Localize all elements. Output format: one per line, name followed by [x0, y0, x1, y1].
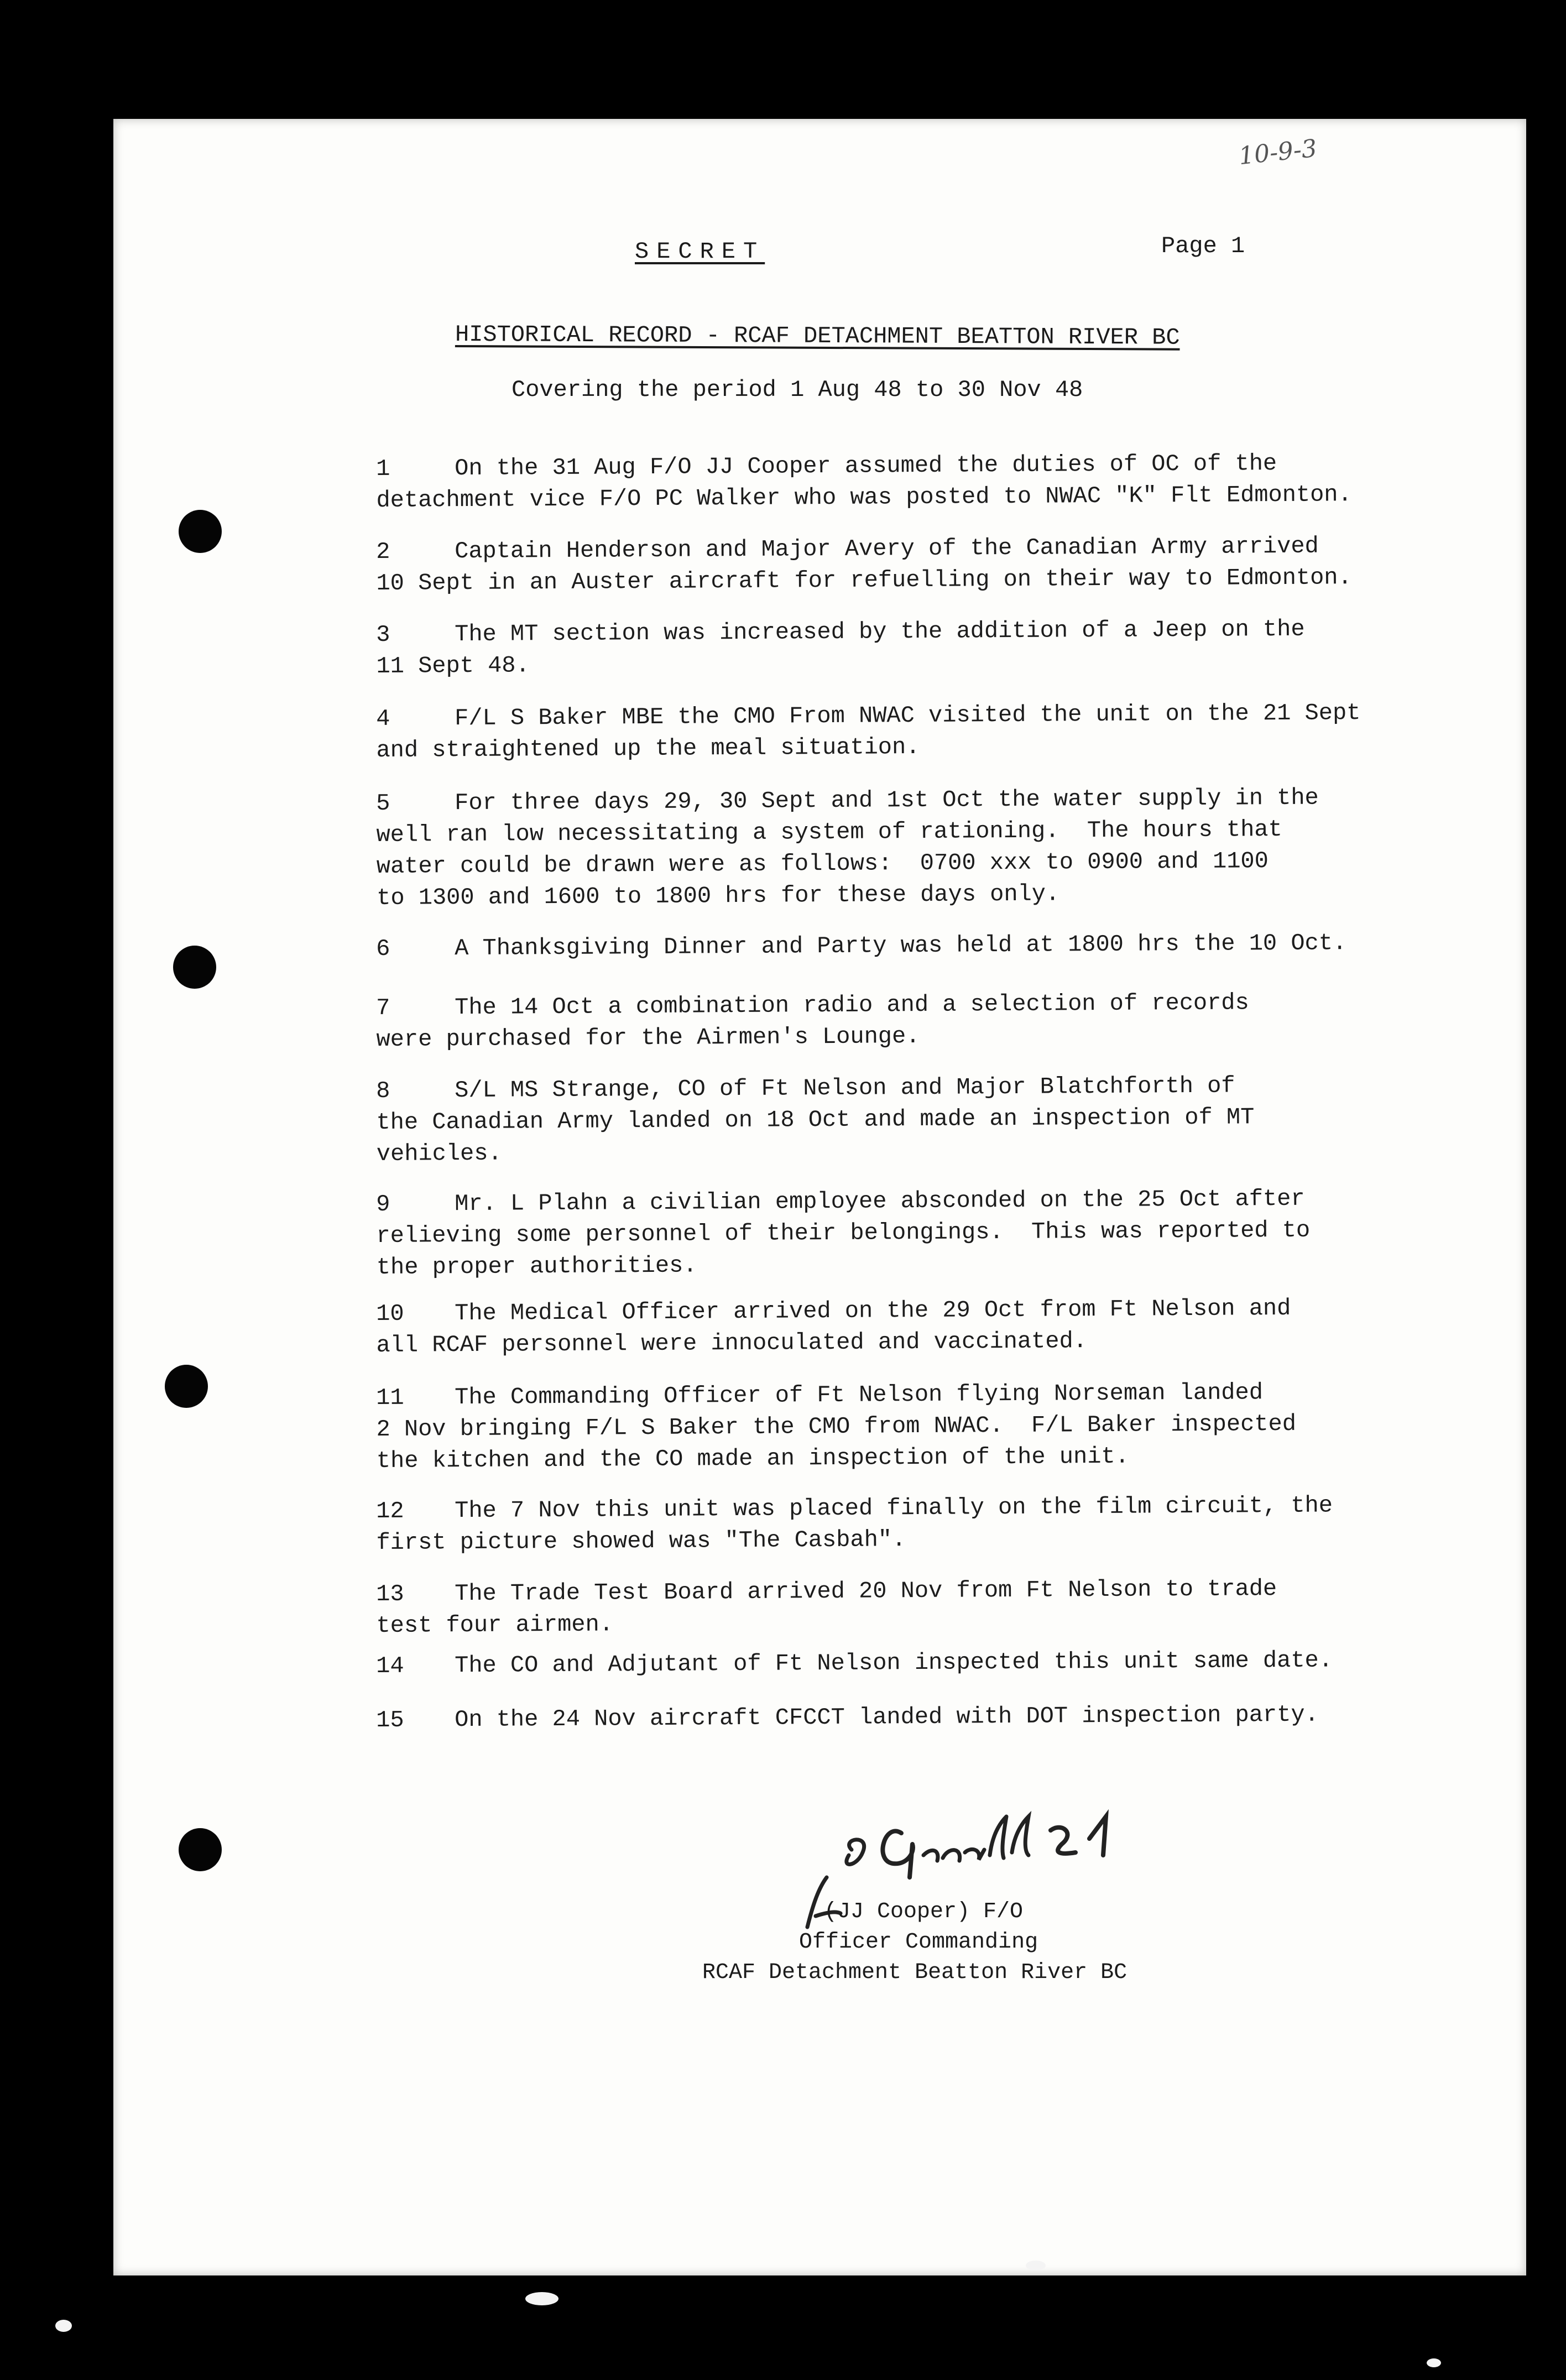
punch-hole [173, 946, 216, 989]
page-number: Page 1 [1161, 233, 1245, 259]
handwritten-reference: 10-9-3 [1237, 134, 1318, 171]
coverage-period: Covering the period 1 Aug 48 to 30 Nov 48 [511, 377, 1083, 403]
list-item [376, 447, 1383, 516]
paragraph-number: 11 [376, 1384, 404, 1411]
paragraph-number: 10 [376, 1300, 404, 1327]
paragraph-number: 12 [376, 1497, 404, 1525]
list-item [376, 1069, 1383, 1170]
list-item [376, 1699, 1382, 1736]
classification-heading: SECRET [635, 238, 765, 265]
list-item [376, 530, 1383, 599]
list-item [376, 782, 1383, 914]
punch-hole [179, 1828, 222, 1871]
list-item [376, 1292, 1383, 1361]
paragraph-number: 13 [376, 1580, 404, 1607]
paragraph-text: On the 31 Aug F/O JJ Cooper assumed the duties of OC of the detachment vice F/O PC Walker who was posted to NWAC "K" Flt Edmonton. [376, 450, 1352, 514]
list-item [376, 1183, 1383, 1283]
list-item [376, 1490, 1383, 1559]
paragraph-number: 1 [376, 455, 390, 482]
paragraph-number: 5 [376, 790, 390, 817]
paragraph-text: On the 24 Nov aircraft CFCCT landed with DOT inspection party. [455, 1701, 1319, 1734]
paragraph-number: 14 [376, 1652, 404, 1679]
paragraph-number: 4 [376, 705, 390, 732]
paragraph-text: The MT section was increased by the addition of a Jeep on the 11 Sept 48. [376, 615, 1305, 680]
film-speck [525, 2292, 558, 2305]
paragraph-number: 7 [376, 994, 390, 1021]
signatory-unit: RCAF Detachment Beatton River BC [702, 1960, 1127, 1985]
list-item [376, 613, 1383, 682]
paragraph-number: 2 [376, 538, 390, 565]
paragraph-text: Captain Henderson and Major Avery of the Canadian Army arrived 10 Sept in an Auster aircraft for refuelling on their way to Edmonton. [376, 533, 1352, 597]
punch-hole [179, 510, 222, 553]
paragraph-text: Mr. L Plahn a civilian employee absconded on the 25 Oct after relieving some personnel of their belongings. This was reported to the proper authorities. [376, 1185, 1311, 1281]
list-item [376, 1645, 1382, 1682]
paragraph-text: A Thanksgiving Dinner and Party was held at 1800 hrs the 10 Oct. [455, 930, 1347, 962]
paragraph-text: The Medical Officer arrived on the 29 Oct from Ft Nelson and all RCAF personnel were innoculated and vaccinated. [376, 1295, 1291, 1359]
paragraph-text: For three days 29, 30 Sept and 1st Oct the water supply in the well ran low necessitating a system of rationing. The hours that water could be drawn were as follows: 0700 xxx to 0900 and 1100 to 1300 and 1600 to 1800 hrs for these days only. [376, 784, 1319, 911]
list-item [376, 697, 1383, 766]
list-item [376, 987, 1383, 1056]
paragraph-number: 6 [376, 935, 390, 962]
paragraph-text: F/L S Baker MBE the CMO From NWAC visited the unit on the 21 Sept and straightened up the meal situation. [376, 700, 1361, 764]
paragraph-text: The Trade Test Board arrived 20 Nov from Ft Nelson to trade test four airmen. [376, 1575, 1277, 1639]
list-item [376, 927, 1382, 965]
list-item [376, 1376, 1383, 1477]
paragraph-number: 8 [376, 1077, 390, 1104]
paragraph-text: S/L MS Strange, CO of Ft Nelson and Major Blatchforth of the Canadian Army landed on 18 Oct and made an inspection of MT vehicles. [376, 1072, 1255, 1167]
paragraph-number: 9 [376, 1191, 390, 1218]
document-title: HISTORICAL RECORD - RCAF DETACHMENT BEATTON RIVER BC [455, 321, 1180, 351]
signatory-name: (JJ Cooper) F/O [824, 1899, 1024, 1924]
paragraph-number: 15 [376, 1706, 404, 1734]
paragraph-text: The Commanding Officer of Ft Nelson flying Norseman landed 2 Nov bringing F/L S Baker the CMO from NWAC. F/L Baker inspected the kitchen and the CO made an inspection of the unit. [376, 1379, 1297, 1474]
signatory-title: Officer Commanding [799, 1930, 1038, 1955]
film-speck [55, 2320, 72, 2332]
paragraph-text: The 14 Oct a combination radio and a selection of records were purchased for the Airmen's Lounge. [376, 989, 1249, 1053]
film-speck [1427, 2358, 1441, 2367]
list-item [376, 1573, 1383, 1642]
paragraph-number: 3 [376, 621, 390, 648]
punch-hole [165, 1365, 208, 1408]
signature-block [697, 1897, 1194, 1988]
paragraph-text: The CO and Adjutant of Ft Nelson inspected this unit same date. [455, 1647, 1333, 1679]
film-speck [1026, 2261, 1046, 2271]
paragraph-text: The 7 Nov this unit was placed finally on the film circuit, the first picture showed was "The Casbah". [376, 1492, 1333, 1556]
